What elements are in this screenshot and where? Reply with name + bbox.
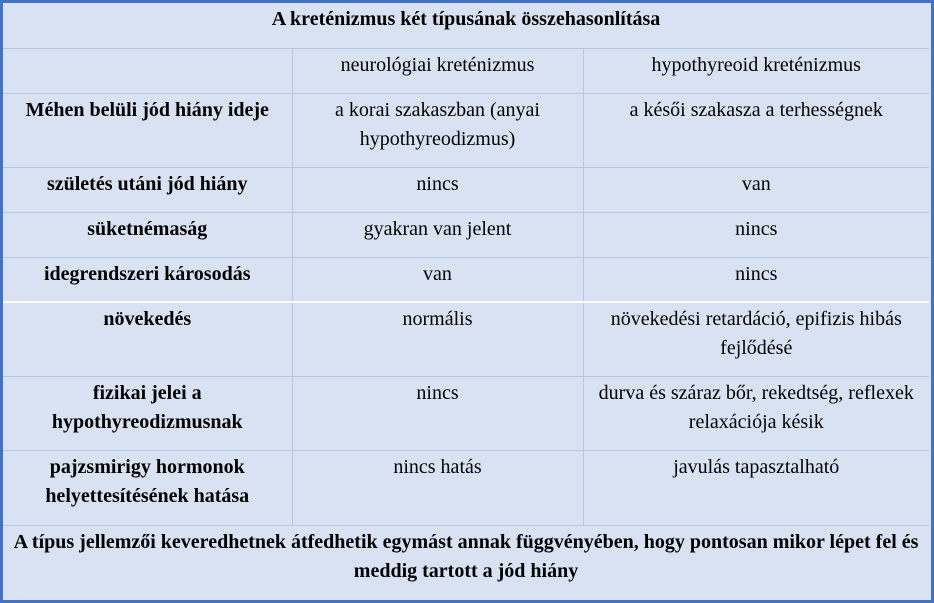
table-row	[3, 212, 929, 257]
cell-hypothyroid: növekedési retardáció, epifizis hibás fejlődésé	[583, 302, 929, 376]
cell-neurological: van	[292, 257, 583, 302]
table-row	[3, 450, 929, 525]
cell-hypothyroid: van	[583, 167, 929, 212]
header-hypothyroid: hypothyreoid kreténizmus	[583, 48, 929, 93]
cell-neurological: a korai szakaszban (anyai hypothyreodizmus)	[292, 93, 583, 167]
cell-hypothyroid: nincs	[583, 212, 929, 257]
header-neurological: neurológiai kreténizmus	[292, 48, 583, 93]
cell-neurological: nincs hatás	[292, 450, 583, 525]
row-label: idegrendszeri károsodás	[3, 257, 292, 302]
table-row	[3, 376, 929, 450]
table-row	[3, 167, 929, 212]
table-title: A kreténizmus két típusának összehasonlítása	[3, 3, 929, 48]
row-label: születés utáni jód hiány	[3, 167, 292, 212]
cell-neurological: normális	[292, 302, 583, 376]
row-label: pajzsmirigy hormonok helyettesítésének hatása	[3, 450, 292, 525]
cell-hypothyroid: a késői szakasza a terhességnek	[583, 93, 929, 167]
cell-hypothyroid: javulás tapasztalható	[583, 450, 929, 525]
cell-hypothyroid: nincs	[583, 257, 929, 302]
cell-neurological: nincs	[292, 376, 583, 450]
cell-neurological: gyakran van jelent	[292, 212, 583, 257]
row-label: süketnémaság	[3, 212, 292, 257]
cell-neurological: nincs	[292, 167, 583, 212]
row-label: növekedés	[3, 302, 292, 376]
table-row	[3, 302, 929, 376]
comparison-table	[3, 3, 929, 600]
header-row	[3, 48, 929, 93]
header-empty-cell	[3, 48, 292, 93]
row-label: fizikai jelei a hypothyreodizmusnak	[3, 376, 292, 450]
cell-hypothyroid: durva és száraz bőr, rekedtség, reflexek relaxációja késik	[583, 376, 929, 450]
table-row	[3, 93, 929, 167]
footer-row	[3, 525, 929, 600]
table-row	[3, 257, 929, 302]
row-label: Méhen belüli jód hiány ideje	[3, 93, 292, 167]
table-footnote: A típus jellemzői keveredhetnek átfedhetik egymást annak függvényében, hogy pontosan mikor lépet fel és meddig tartott a jód hiány	[3, 525, 929, 600]
title-row	[3, 3, 929, 48]
